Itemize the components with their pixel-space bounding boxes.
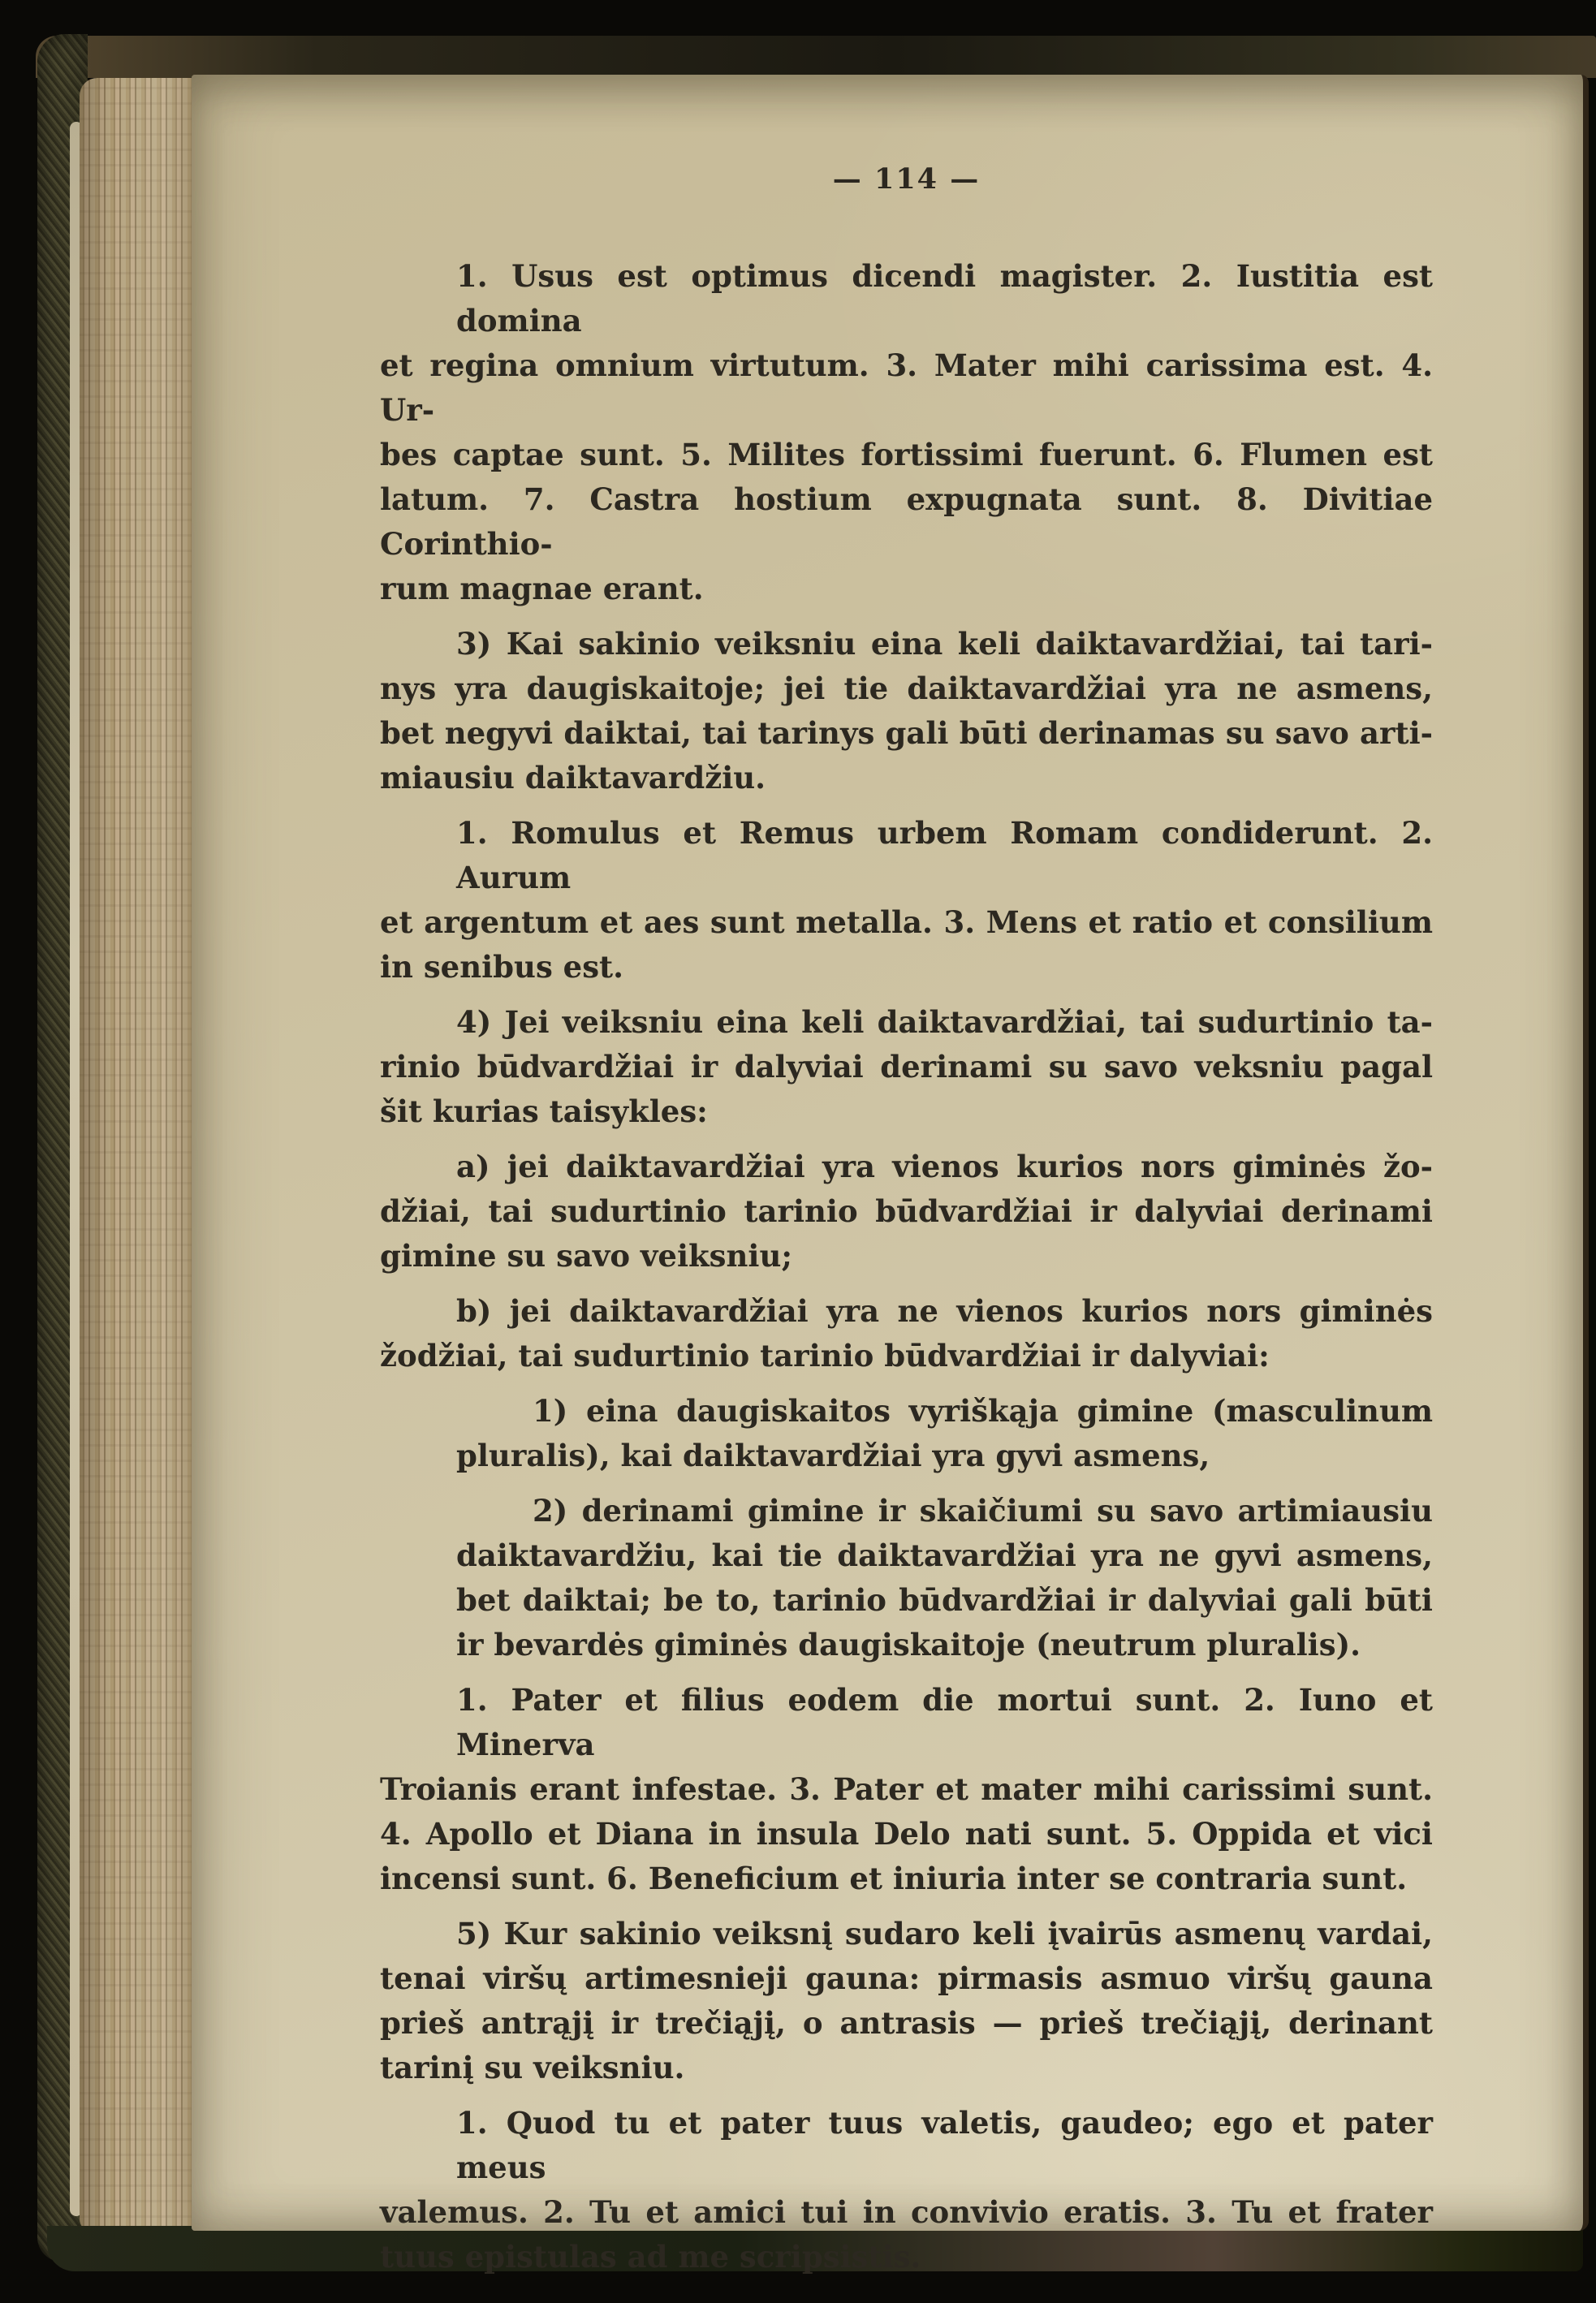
paragraph	[380, 1912, 1433, 2090]
book-fore-edge-pages	[80, 78, 195, 2231]
text-line: daiktavardžiu, kai tie daiktavardžiai yra ne gyvi asmens,	[456, 1537, 1433, 1573]
text-line: b) jei daiktavardžiai yra ne vienos kurios nors giminės	[456, 1293, 1433, 1329]
paragraph	[380, 1289, 1433, 1378]
page-number: — 114 —	[832, 162, 981, 196]
text-line: rum magnae erant.	[380, 571, 704, 606]
text-line: in senibus est.	[380, 949, 623, 985]
text-line: miausiu daiktavardžiu.	[380, 760, 766, 796]
text-line: tarinį su veiksniu.	[380, 2050, 685, 2085]
text-line: rinio būdvardžiai ir dalyviai derinami su savo veksniu pagal	[380, 1049, 1433, 1085]
text-line: et regina omnium virtutum. 3. Mater mihi carissima est. 4. Ur-	[380, 347, 1433, 428]
text-line: tuus epistulas ad me scripsistis.	[380, 2239, 921, 2275]
text-line: valemus. 2. Tu et amici tui in convivio eratis. 3. Tu et frater	[380, 2194, 1433, 2230]
text-line: 3) Kai sakinio veiksniu eina keli daiktavardžiai, tai tari-	[456, 626, 1433, 662]
text-line: 5) Kur sakinio veiksnį sudaro keli įvairūs asmenų vardai,	[456, 1916, 1433, 1952]
text-line: 1) eina daugiskaitos vyriškąja gimine (masculinum	[533, 1393, 1433, 1429]
text-line: žodžiai, tai sudurtinio tarinio būdvardžiai ir dalyviai:	[380, 1338, 1270, 1374]
text-line: džiai, tai sudurtinio tarinio būdvardžiai ir dalyviai derinami	[380, 1193, 1433, 1229]
text-line: 1. Usus est optimus dicendi magister. 2. Iustitia est domina	[456, 258, 1433, 339]
text-line: ir bevardės giminės daugiskaitoje (neutrum pluralis).	[456, 1627, 1361, 1663]
paragraph	[380, 2101, 1433, 2279]
text-line: pluralis), kai daiktavardžiai yra gyvi asmens,	[456, 1438, 1210, 1473]
paragraph	[456, 1489, 1433, 1667]
paragraph	[456, 1389, 1433, 1478]
book-page	[192, 75, 1589, 2275]
text-line: 1. Quod tu et pater tuus valetis, gaudeo; ego et pater meus	[456, 2105, 1433, 2185]
book-cover-top-edge	[36, 36, 1596, 78]
text-line: prieš antrąjį ir trečiąjį, o antrasis — prieš trečiąjį, derinant	[380, 2005, 1433, 2041]
text-line: bet daiktai; be to, tarinio būdvardžiai ir dalyviai gali būti	[456, 1582, 1433, 1618]
text-line: a) jei daiktavardžiai yra vienos kurios nors giminės žo-	[456, 1149, 1433, 1184]
text-line: 4) Jei veiksniu eina keli daiktavardžiai, tai sudurtinio ta-	[456, 1004, 1433, 1040]
text-line: tenai viršų artimesnieji gauna: pirmasis asmuo viršų gauna	[380, 1960, 1433, 1996]
text-line: latum. 7. Castra hostium expugnata sunt. 8. Divitiae Corinthio-	[380, 481, 1433, 562]
paragraph	[380, 811, 1433, 990]
text-line: 1. Pater et filius eodem die mortui sunt. 2. Iuno et Minerva	[456, 1682, 1433, 1762]
paragraph	[380, 1000, 1433, 1134]
text-line: gimine su savo veiksniu;	[380, 1238, 793, 1274]
text-line: šit kurias taisykles:	[380, 1093, 708, 1129]
text-line: bet negyvi daiktai, tai tarinys gali būti derinamas su savo arti-	[380, 715, 1433, 751]
paragraph	[380, 1678, 1433, 1901]
text-line: nys yra daugiskaitoje; jei tie daiktavardžiai yra ne asmens,	[380, 671, 1433, 706]
text-line: 1. Romulus et Remus urbem Romam condiderunt. 2. Aurum	[456, 815, 1433, 895]
page-text	[380, 254, 1433, 2279]
text-line: Troianis erant infestae. 3. Pater et mater mihi carissimi sunt.	[380, 1771, 1433, 1807]
text-line: 4. Apollo et Diana in insula Delo nati sunt. 5. Oppida et vici	[380, 1816, 1433, 1852]
paragraph	[380, 254, 1433, 611]
text-line: bes captae sunt. 5. Milites fortissimi fuerunt. 6. Flumen est	[380, 437, 1433, 472]
paragraph	[380, 622, 1433, 800]
page-text-column	[380, 75, 1433, 2279]
text-line: 2) derinami gimine ir skaičiumi su savo artimiausiu	[533, 1493, 1433, 1529]
text-line: et argentum et aes sunt metalla. 3. Mens et ratio et consilium	[380, 904, 1433, 940]
text-line: incensi sunt. 6. Beneficium et iniuria inter se contraria sunt.	[380, 1861, 1408, 1896]
paragraph	[380, 1145, 1433, 1279]
